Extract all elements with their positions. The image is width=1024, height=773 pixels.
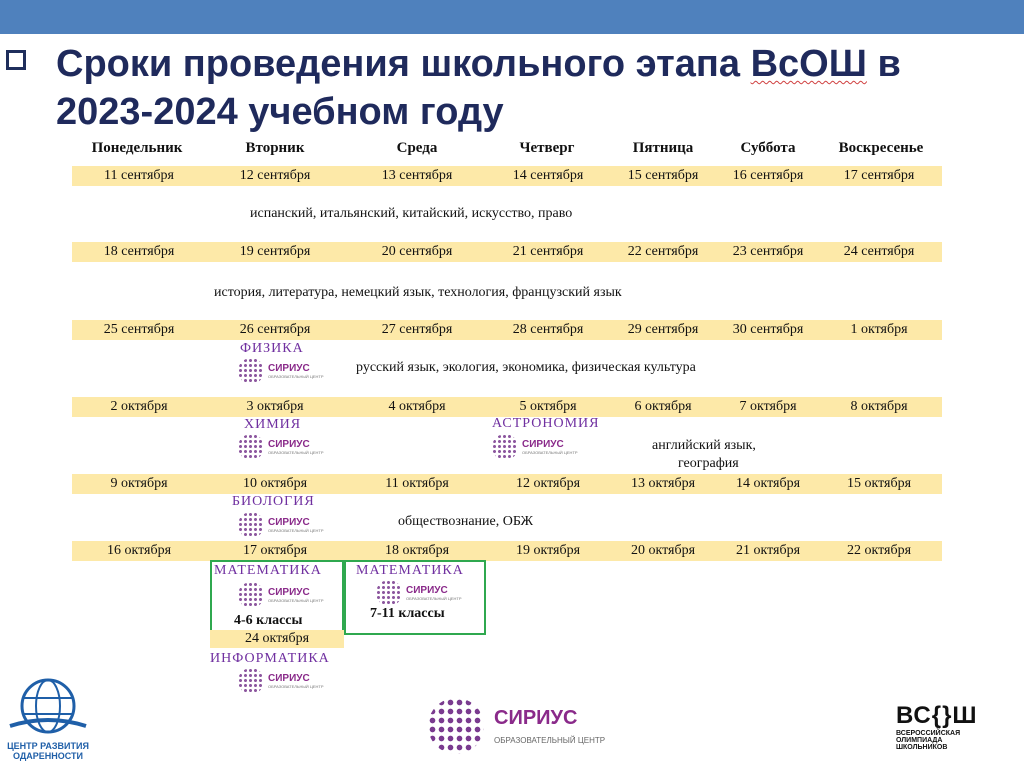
olympiad-biology: БИОЛОГИЯ xyxy=(232,494,315,509)
sirius-logo: СИРИУС ОБРАЗОВАТЕЛЬНЫЙ ЦЕНТР xyxy=(376,580,462,606)
date-cell: 11 октября xyxy=(385,476,449,491)
date-cell: 6 октября xyxy=(634,399,692,414)
giftedness-center-logo: ЦЕНТР РАЗВИТИЯ ОДАРЕННОСТИ xyxy=(4,676,92,756)
week2-subjects: история, литература, немецкий язык, технология, французский язык xyxy=(214,285,622,300)
date-cell: 19 октября xyxy=(515,543,581,558)
date-cell: 5 октября xyxy=(519,399,577,414)
date-cell: 12 сентября xyxy=(239,168,311,183)
date-cell: 17 октября xyxy=(242,543,308,558)
date-cell: 12 октября xyxy=(515,476,581,491)
date-cell: 24 сентября xyxy=(843,244,915,259)
day-header-mon: Понедельник xyxy=(91,140,183,156)
olympiad-informatics: ИНФОРМАТИКА xyxy=(210,651,330,666)
math-7-11-grades: 7-11 классы xyxy=(370,606,445,621)
date-cell: 16 октября xyxy=(106,543,172,558)
date-cell: 23 сентября xyxy=(732,244,804,259)
globe-book-icon xyxy=(4,676,92,736)
date-cell: 15 октября xyxy=(846,476,912,491)
extra-date-cell: 24 октября xyxy=(210,630,344,648)
date-cell: 10 октября xyxy=(242,476,308,491)
date-cell: 14 сентября xyxy=(512,168,584,183)
day-header-sun: Воскресенье xyxy=(838,140,924,156)
sirius-dots-icon xyxy=(238,358,264,384)
date-cell: 13 октября xyxy=(630,476,696,491)
date-cell: 13 сентября xyxy=(381,168,453,183)
sirius-dots-icon xyxy=(238,668,264,694)
date-cell: 27 сентября xyxy=(381,322,453,337)
week3-subjects: русский язык, экология, экономика, физическая культура xyxy=(356,360,696,375)
olympiad-chemistry: ХИМИЯ xyxy=(244,417,302,432)
sirius-dots-icon xyxy=(238,582,264,608)
sirius-logo: СИРИУС ОБРАЗОВАТЕЛЬНЫЙ ЦЕНТР xyxy=(238,582,324,608)
date-cell: 22 октября xyxy=(846,543,912,558)
date-cell: 16 сентября xyxy=(732,168,804,183)
day-header-sat: Суббота xyxy=(740,140,796,156)
date-cell: 18 сентября xyxy=(103,244,175,259)
sirius-logo: СИРИУС ОБРАЗОВАТЕЛЬНЫЙ ЦЕНТР xyxy=(238,434,324,460)
sirius-logo: СИРИУС ОБРАЗОВАТЕЛЬНЫЙ ЦЕНТР xyxy=(238,512,324,538)
date-cell: 17 сентября xyxy=(843,168,915,183)
date-cell: 22 сентября xyxy=(627,244,699,259)
page-title: Сроки проведения школьного этапа ВсОШ в 2023-2024 учебном году xyxy=(56,43,901,133)
sirius-dots-icon xyxy=(492,434,518,460)
date-cell: 21 сентября xyxy=(512,244,584,259)
olympiad-math-7-11: МАТЕМАТИКА xyxy=(356,563,464,578)
date-cell: 4 октября xyxy=(388,399,446,414)
math-4-6-grades: 4-6 классы xyxy=(234,613,303,628)
sirius-footer-logo: СИРИУС ОБРАЗОВАТЕЛЬНЫЙ ЦЕНТР xyxy=(428,698,605,754)
vsosh-logo: ВС{}Ш ВСЕРОССИЙСКАЯ ОЛИМПИАДА ШКОЛЬНИКОВ xyxy=(896,702,978,751)
sirius-logo: СИРИУС ОБРАЗОВАТЕЛЬНЫЙ ЦЕНТР xyxy=(238,358,324,384)
date-cell: 14 октября xyxy=(735,476,801,491)
day-header-fri: Пятница xyxy=(632,140,694,156)
date-cell: 1 октября xyxy=(850,322,908,337)
date-cell: 11 сентября xyxy=(103,168,174,183)
date-cell: 30 сентября xyxy=(732,322,804,337)
date-cell: 19 сентября xyxy=(239,244,311,259)
sirius-logo: СИРИУС ОБРАЗОВАТЕЛЬНЫЙ ЦЕНТР xyxy=(492,434,578,460)
date-cell: 20 октября xyxy=(630,543,696,558)
day-header-wed: Среда xyxy=(396,140,438,156)
date-cell: 20 сентября xyxy=(381,244,453,259)
day-header-thu: Четверг xyxy=(519,140,575,156)
date-cell: 25 сентября xyxy=(103,322,175,337)
bullet-checkbox-icon xyxy=(6,50,26,70)
sirius-logo: СИРИУС ОБРАЗОВАТЕЛЬНЫЙ ЦЕНТР xyxy=(238,668,324,694)
day-header-tue: Вторник xyxy=(245,140,305,156)
olympiad-astronomy: АСТРОНОМИЯ xyxy=(492,416,600,431)
date-cell: 2 октября xyxy=(110,399,168,414)
sirius-dots-icon xyxy=(428,698,484,754)
date-cell: 29 сентября xyxy=(627,322,699,337)
sirius-dots-icon xyxy=(376,580,402,606)
week4-subjects-1: английский язык, xyxy=(652,438,756,453)
date-cell: 18 октября xyxy=(384,543,450,558)
date-cell: 15 сентября xyxy=(627,168,699,183)
date-cell: 28 сентября xyxy=(512,322,584,337)
week4-subjects-2: география xyxy=(678,456,739,471)
date-cell: 9 октября xyxy=(110,476,168,491)
sirius-dots-icon xyxy=(238,434,264,460)
date-cell: 7 октября xyxy=(739,399,797,414)
olympiad-math-4-6: МАТЕМАТИКА xyxy=(214,563,322,578)
week5-subjects: обществознание, ОБЖ xyxy=(398,514,534,529)
date-cell: 8 октября xyxy=(850,399,908,414)
top-bar xyxy=(0,0,1024,34)
date-cell: 21 октября xyxy=(735,543,801,558)
date-cell: 26 сентября xyxy=(239,322,311,337)
week1-subjects: испанский, итальянский, китайский, искусство, право xyxy=(250,206,573,221)
sirius-dots-icon xyxy=(238,512,264,538)
olympiad-physics: ФИЗИКА xyxy=(240,341,304,356)
date-cell: 3 октября xyxy=(246,399,304,414)
